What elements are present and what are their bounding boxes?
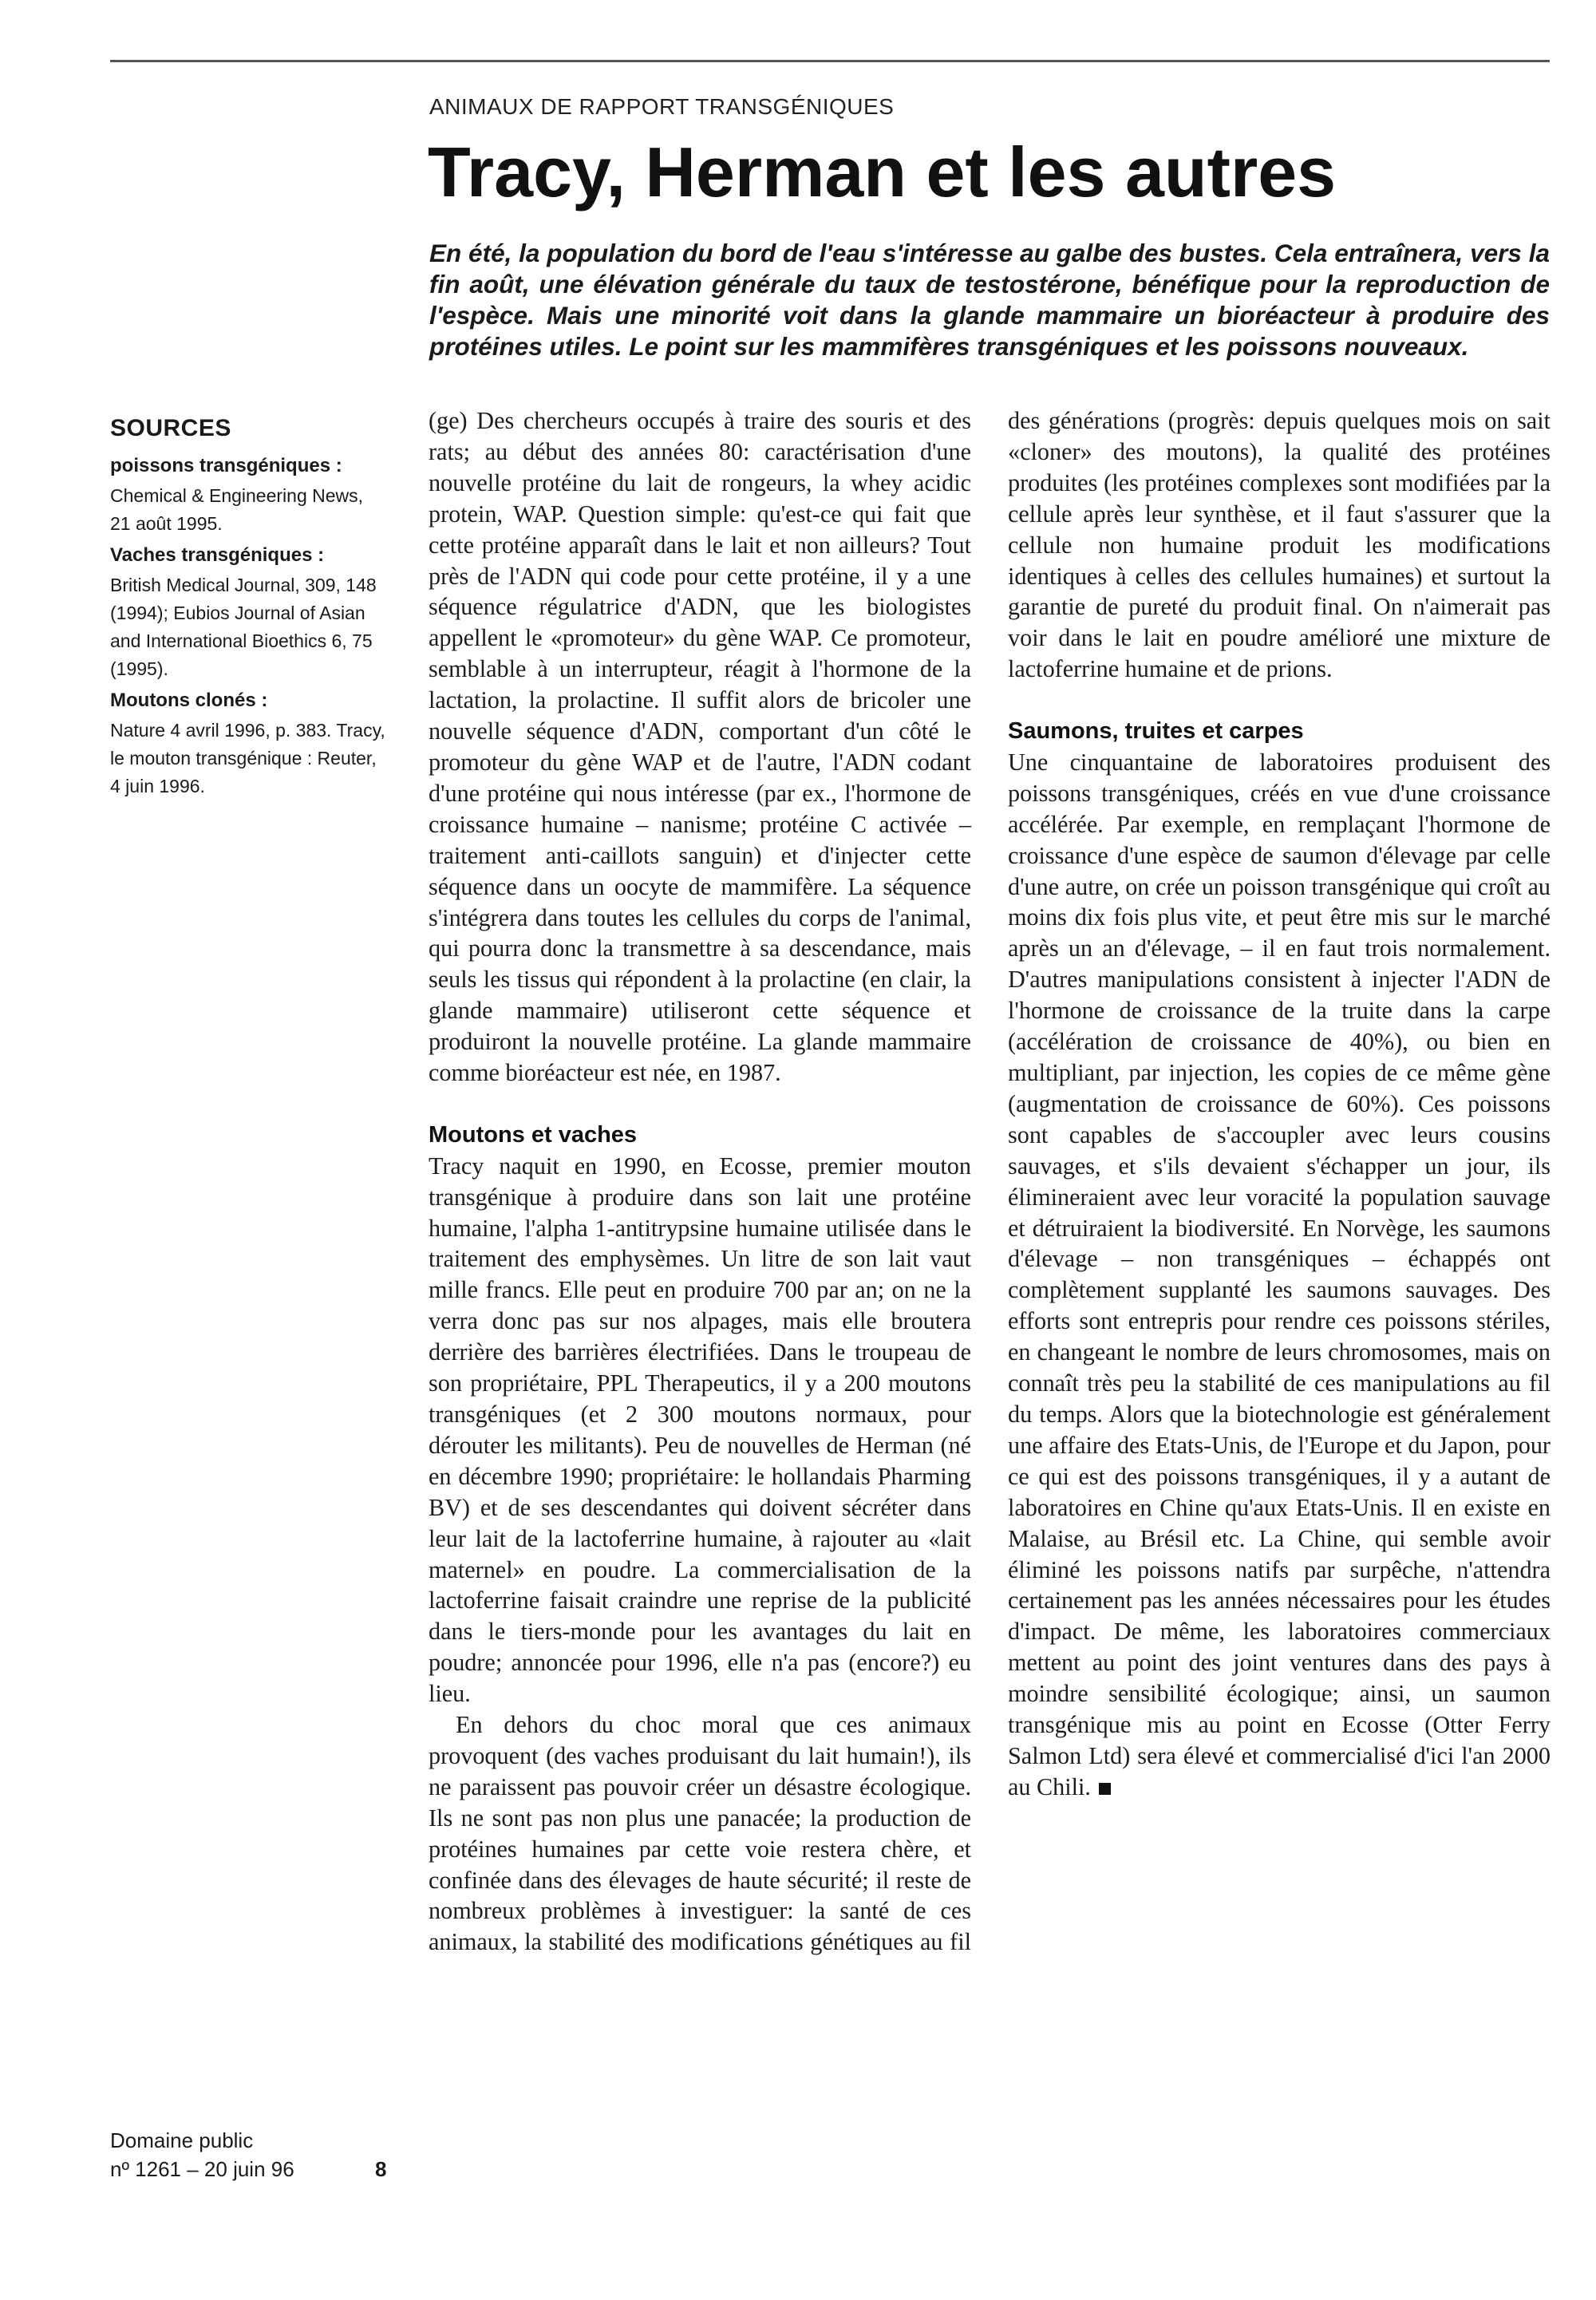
source-text: Nature 4 avril 1996, p. 383. Tracy, le mouton transgénique : Reuter, 4 juin 1996.: [110, 720, 385, 796]
section-paragraph: Tracy naquit en 1990, en Ecosse, premier mouton transgénique à produire dans son lait une protéine humaine, l'alpha 1-antitrypsine humaine utilisée dans le traitement des emphysèmes. Un litre de son lait vaut mille francs. Elle peut en produire 700 par an; on ne la verra donc pas sur nos alpages, mais elle broutera derrière des barrières électrifiées. Dans le troupeau de son propriétaire, PPL Therapeutics, il y a 200 moutons transgéniques (et 2 300 moutons normaux, pour dérouter les militants). Peu de nouvelles de Herman (né en décembre 1990; propriétaire: le hollandais Pharming BV) et de ses descendantes qui doivent sécréter dans leur lait de la lactoferrine humaine, à rajouter au «lait maternel» en poudre. La commercialisation de la lactoferrine faisait craindre une reprise de la publicité dans le tiers-monde pour les avantages du lait en poudre; annoncée pour 1996, elle n'a pas (encore?) eu lieu.: [429, 1152, 971, 1708]
section-paragraph-text: Une cinquantaine de laboratoires produisent des poissons transgéniques, créés en vue d'une croissance accélérée. Par exemple, en remplaçant l'hormone de croissance d'une espèce de saumon d'élevage par celle d'une autre, on crée un poisson transgénique qui croît au moins dix fois plus vite, et peut être mis sur le marché après un an d'élevage, – il en faut trois normalement. D'autres manipulations consistent à injecter l'ADN de l'hormone de croissance de la truite dans la carpe (accélération de croissance de 40%), ou bien en multipliant, par injection, les copies de ce même gène (augmentation de croissance de 60%). Ces poissons sont capables de s'accoupler avec leurs cousins sauvages, et s'ils devaient s'échapper un jour, ils élimineraient avec leur voracité la population sauvage et détruiraient la biodiversité. En Norvège, les saumons d'élevage – non transgéniques – échappés ont complètement supplanté les saumons sauvages. Des efforts sont entrepris pour rendre ces poissons stériles, en changeant le nombre de leurs chromosomes, mais on connaît très peu la stabilité de ces manipulations au fil du temps. Alors que la biotechnologie est généralement une affaire des Etats-Unis, de l'Europe et du Japon, pour ce qui est des poissons transgéniques, il y a autant de laboratoires en Chine qu'aux Etats-Unis. Il en existe en Malaise, au Brésil etc. La Chine, qui semble avoir éliminé les poissons natifs par surpêche, n'attendra certainement pas les années nécessaires pour les études d'impact. De même, les laboratoires commerciaux mettent au point des joint ventures dans des pays à moindre sensibilité écologique; ainsi, un saumon transgénique mis au point en Ecosse (Otter Ferry Salmon Ltd) sera élevé et commercialisé d'ici l'an 2000 au Chili.: [1008, 748, 1551, 1800]
sources-title: SOURCES: [110, 415, 231, 441]
publication-footer: [110, 2126, 397, 2183]
section-paragraph: [1008, 747, 1551, 1803]
page-number: 8: [375, 2157, 387, 2181]
article-column-right: [1008, 405, 1551, 1803]
article-title: Tracy, Herman et les autres: [428, 132, 1337, 211]
publication-name: Domaine public: [110, 2128, 254, 2152]
source-heading: poissons transgéniques :: [110, 455, 342, 476]
section-paragraph-continued: En dehors du choc moral que ces animaux provoquent (des vaches produisant du lait humain!), ils ne paraissent pas pouvoir créer un désastre écologique. Ils ne sont pas non plus une panacée; la production de protéines humaines par cette voie restera chère, et confinée dans des élevages de haute sécurité; il reste de nombreux problèmes à investiguer: la santé de ces animaux, la stabilité des modifications génétiques au fil: [429, 1711, 971, 1956]
article-lead: En été, la population du bord de l'eau s'intéresse au galbe des bustes. Cela entraînera, vers la fin août, une élévation générale du taux de testostérone, bénéfique pour la reproduction de l'espèce. Mais une minorité voit dans la glande mammaire un bioréacteur à produire des protéines utiles. Le point sur les mammifères transgéniques et les poissons nouveaux.: [429, 239, 1550, 361]
section-heading-moutons: Moutons et vaches: [429, 1121, 638, 1148]
issue-info: nº 1261 – 20 juin 96: [110, 2157, 294, 2181]
section-heading-saumons: Saumons, truites et carpes: [1008, 718, 1304, 745]
source-text: Chemical & Engineering News, 21 août 1995.: [110, 485, 364, 534]
section-paragraph-overflow: des générations (progrès: depuis quelques mois on sait «cloner» des moutons), la qualité des protéines produites (les protéines complexes sont modifiées par la cellule après leur synthèse, et il faut s'assurer que la cellule non humaine produit les modifications identiques à celles des cellules humaines) et surtout la garantie de pureté du produit final. On n'aimerait pas voir dans le lait en poudre amélioré une mixture de lactoferrine humaine et de prions.: [1008, 407, 1551, 683]
sources-sidebar: [110, 415, 385, 805]
section-kicker: ANIMAUX DE RAPPORT TRANSGÉNIQUES: [429, 94, 895, 119]
source-text: British Medical Journal, 309, 148 (1994); Eubios Journal of Asian and International Bioethics 6, 75 (1995).: [110, 575, 377, 679]
intro-paragraph: (ge) Des chercheurs occupés à traire des souris et des rats; au début des années 80: caractérisation d'une nouvelle protéine du lait de rongeurs, la whey acidic protein, WAP. Question simple: qu'est-ce qui fait que cette protéine apparaît dans le lait et non ailleurs? Tout près de l'ADN qui code pour cette protéine, il y a une séquence régulatrice d'ADN, que les biologistes appellent le «promoteur» du gène WAP. Ce promoteur, semblable à un interrupteur, réagit à l'hormone de la lactation, la prolactine. Il suffit alors de bricoler une nouvelle séquence d'ADN, comportant d'un côté le promoteur du gène WAP et de l'autre, l'ADN codant d'une protéine qui nous intéresse (par ex., l'hormone de croissance humaine – nanisme; protéine C activée – traitement anti-caillots sanguin) et d'injecter cette séquence dans un oocyte de mammifère. La séquence s'intégrera dans toutes les cellules du corps de l'animal, qui pourra donc la transmettre à sa descendance, mais seuls les tissus qui répondent à la prolactine (en clair, la glande mammaire) utiliseront cette séquence et produiront la nouvelle protéine. La glande mammaire comme bioréacteur est née, en 1987.: [429, 407, 971, 1087]
source-heading: Moutons clonés :: [110, 690, 268, 711]
article-column-left: [429, 405, 971, 1958]
top-rule: [110, 60, 1550, 62]
end-of-article-mark: [1099, 1783, 1111, 1795]
source-heading: Vaches transgéniques :: [110, 544, 325, 566]
